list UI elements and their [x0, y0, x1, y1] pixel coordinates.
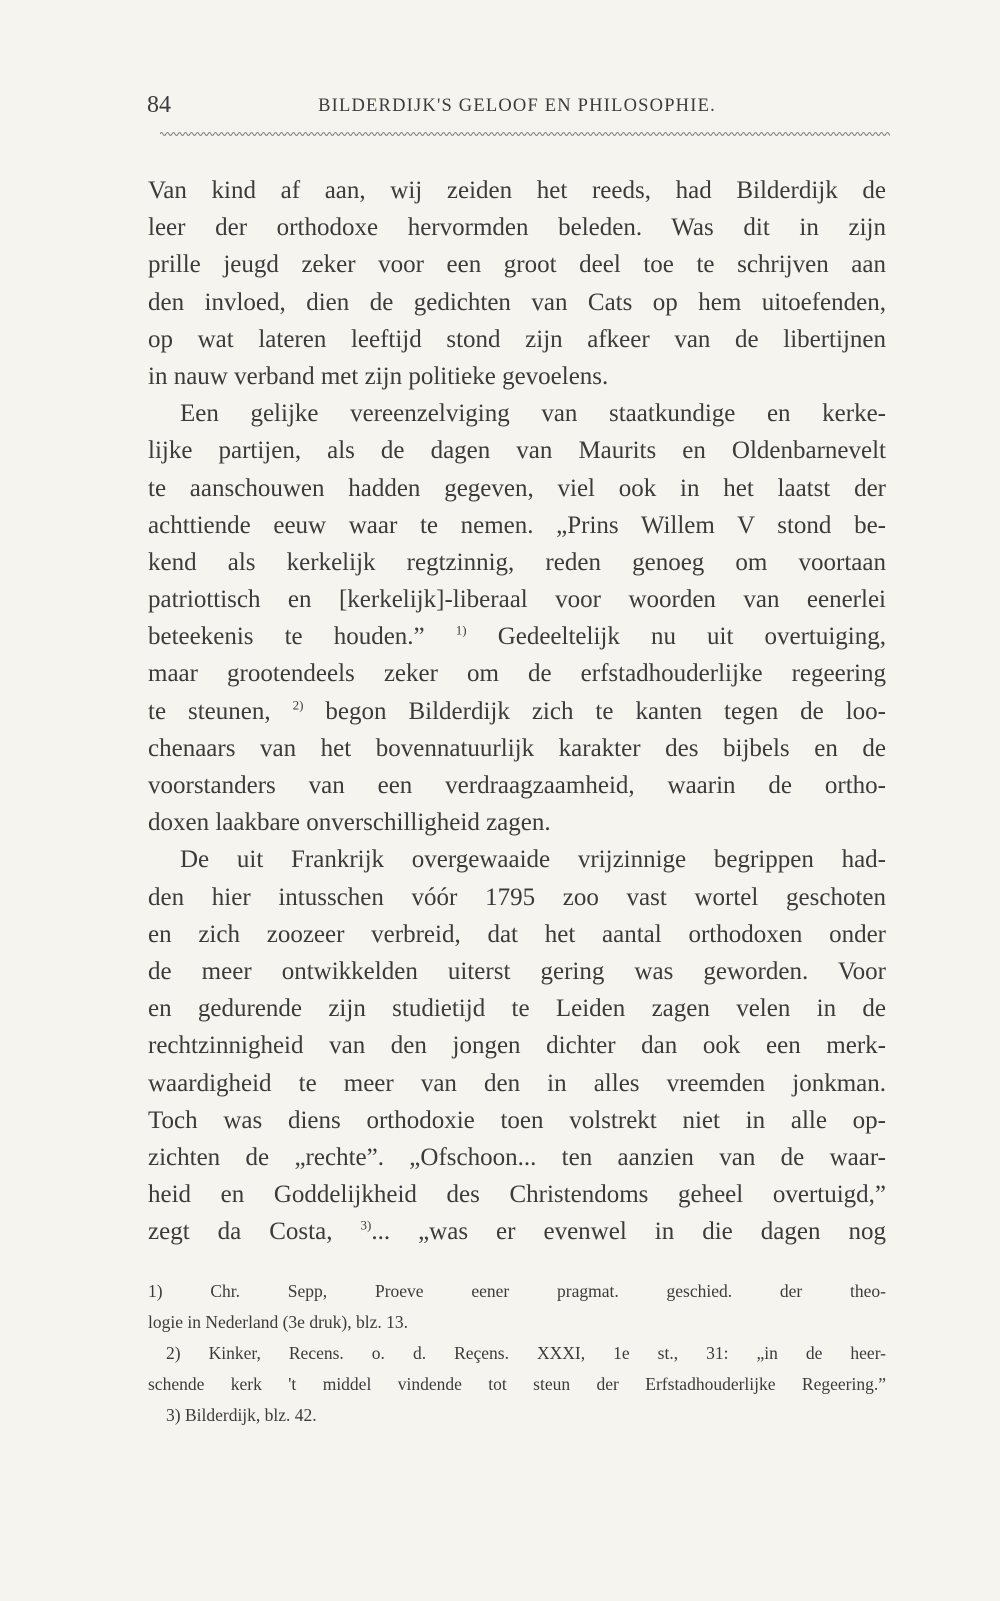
text-line: heid en Goddelijkheid des Christendoms geheel overtuigd,” — [148, 1181, 886, 1209]
text-segment: ... „was er evenwel in die dagen nog — [371, 1218, 886, 1246]
text-line: te aanschouwen hadden gegeven, viel ook in het laatst der — [148, 474, 886, 502]
footnote-line: 1) Chr. Sepp, Proeve eener pragmat. geschied. der theo- — [148, 1281, 886, 1301]
running-title: BILDERDIJK'S GELOOF EN PHILOSOPHIE. — [318, 96, 716, 116]
paragraph-start-line: De uit Frankrijk overgewaaide vrijzinnige begrippen had- — [180, 846, 886, 874]
footnote-line: 2) Kinker, Recens. o. d. Reçens. XXXI, 1e st., 31: „in de heer- — [166, 1343, 886, 1363]
text-line-with-note — [148, 693, 886, 730]
text-line: doxen laakbare onverschilligheid zagen. — [148, 809, 551, 837]
page-number: 84 — [147, 92, 171, 118]
text-segment: te steunen, — [148, 697, 271, 725]
footnote-line: 3) Bilderdijk, blz. 42. — [166, 1405, 317, 1425]
text-segment: beteekenis te houden.” — [148, 623, 425, 651]
text-line: den hier intusschen vóór 1795 zoo vast wortel geschoten — [148, 883, 886, 911]
footnote-line: schende kerk 't middel vindende tot steun der Erfstadhouderlijke Regeering.” — [148, 1374, 886, 1394]
text-line: waardigheid te meer van den in alles vreemden jonkman. — [148, 1069, 886, 1097]
footnotes — [148, 1276, 886, 1431]
text-line: lijke partijen, als de dagen van Maurits en Oldenbarnevelt — [148, 437, 886, 465]
text-line: Van kind af aan, wij zeiden het reeds, had Bilderdijk de — [148, 177, 886, 204]
footnote-ref-3: 3) — [360, 1217, 372, 1233]
text-line: op wat lateren leeftijd stond zijn afkeer van de libertijnen — [148, 325, 886, 353]
text-line: de meer ontwikkelden uiterst gering was geworden. Voor — [148, 957, 886, 985]
text-line: in nauw verband met zijn politieke gevoelens. — [148, 362, 609, 390]
text-line: leer der orthodoxe hervormden beleden. Was dit in zijn — [148, 214, 886, 242]
running-head — [147, 92, 887, 126]
text-line: den invloed, dien de gedichten van Cats op hem uitoefenden, — [148, 288, 886, 316]
text-line: prille jeugd zeker voor een groot deel toe te schrijven aan — [148, 251, 886, 279]
text-line: en zich zoozeer verbreid, dat het aantal orthodoxen onder — [148, 920, 886, 948]
footnote-line: logie in Nederland (3e druk), blz. 13. — [148, 1312, 408, 1332]
footnote-ref-1: 1) — [455, 622, 467, 638]
text-line: Toch was diens orthodoxie toen volstrekt niet in alle op- — [148, 1106, 886, 1134]
text-line: achttiende eeuw waar te nemen. „Prins Willem V stond be- — [148, 511, 886, 539]
paragraph-start-line: Een gelijke vereenzelviging van staatkundige en kerke- — [180, 400, 886, 428]
text-line: rechtzinnigheid van den jongen dichter dan ook een merk- — [148, 1032, 886, 1060]
text-line-with-note — [148, 1213, 886, 1250]
main-text — [148, 172, 886, 1250]
wavy-rule-ornament — [160, 130, 890, 138]
footnote-ref-2: 2) — [292, 697, 304, 713]
text-segment: Gedeeltelijk nu uit overtuiging, — [497, 623, 887, 651]
text-segment: zegt da Costa, — [148, 1218, 333, 1246]
text-line: maar grootendeels zeker om de erfstadhouderlijke regeering — [148, 660, 886, 688]
text-line: voorstanders van een verdraagzaamheid, waarin de ortho- — [148, 772, 886, 799]
text-line: chenaars van het bovennatuurlijk karakter des bijbels en de — [148, 734, 886, 762]
text-line-with-note — [148, 618, 886, 655]
text-line: patriottisch en [kerkelijk]-liberaal voor woorden van eenerlei — [148, 586, 886, 614]
text-line: zichten de „rechte”. „Ofschoon... ten aanzien van de waar- — [148, 1143, 886, 1171]
text-segment: begon Bilderdijk zich te kanten tegen de loo- — [325, 697, 886, 725]
text-line: en gedurende zijn studietijd te Leiden zagen velen in de — [148, 995, 886, 1023]
text-line: kend als kerkelijk regtzinnig, reden genoeg om voortaan — [148, 548, 886, 576]
